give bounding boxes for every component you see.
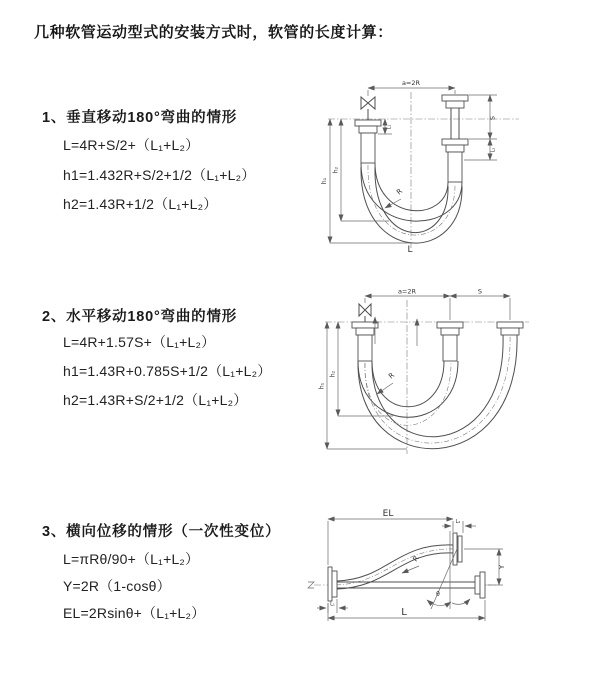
valve-icon (359, 304, 371, 322)
right-flange-fittings (442, 95, 468, 182)
radius-label: R (387, 371, 397, 381)
vertical-bend-diagram (315, 75, 530, 255)
dim-l1-label: L₁ (386, 124, 393, 130)
radius-label: R (395, 187, 405, 197)
straight-pipe-original (337, 572, 485, 598)
section-3-heading: 3、横向位移的情形（一次性变位） (42, 524, 281, 540)
section-3-formula-EL: EL=2Rsinθ+（L₁+L₂） (63, 605, 206, 621)
dim-l1-label: L₁ (330, 601, 335, 608)
page-title: 几种软管运动型式的安装方式时，软管的长度计算： (34, 24, 393, 41)
section-2-formula-h1: h1=1.43R+0.785S+1/2（L₁+L₂） (63, 363, 272, 379)
section-2-heading: 2、水平移动180°弯曲的情形 (42, 309, 238, 325)
middle-flange-fitting (437, 322, 463, 361)
dim-el-label: EL (382, 509, 394, 519)
dim-h2-label: h₂ (329, 370, 337, 378)
dim-h1-label: h₁ (321, 177, 328, 185)
dim-l2-label: L₂ (455, 519, 461, 525)
u-bend-curves (361, 163, 462, 243)
u-bend-curves (358, 335, 517, 449)
section-2-formula-h2: h2=1.43R+S/2+1/2（L₁+L₂） (63, 392, 248, 408)
movement-arrows (375, 317, 417, 346)
section-1-heading: 1、垂直移动180°弯曲的情形 (42, 110, 238, 126)
angle-theta-label: θ (436, 591, 440, 598)
dim-span-label: a=2R (401, 79, 421, 87)
valve-icon (361, 97, 375, 120)
dim-h1-label: h₁ (318, 382, 326, 390)
length-label: L (401, 607, 407, 618)
dim-s-label: S (488, 115, 497, 121)
centerline-mark (308, 582, 314, 588)
left-flange-fitting (328, 567, 337, 601)
hose-body (328, 531, 485, 609)
right-flange-fitting (453, 533, 462, 565)
right-flange-fitting (497, 322, 523, 335)
dim-s-label: S (477, 287, 483, 296)
section-2-formula-L: L=4R+1.57S+（L₁+L₂） (63, 334, 216, 350)
horizontal-bend-diagram (313, 286, 538, 461)
dim-y-label: Y (498, 564, 506, 570)
section-3-formula-Y: Y=2R（1-cosθ） (63, 578, 171, 594)
radius-label: R (411, 554, 421, 564)
dim-h2-label: h₂ (332, 166, 340, 174)
lateral-shift-diagram (300, 505, 570, 643)
dim-l2-label: L₂ (490, 147, 497, 153)
dimensions (321, 79, 497, 255)
dimensions (317, 509, 506, 621)
section-1-formula-L: L=4R+S/2+（L₁+L₂） (63, 137, 200, 153)
left-flange-fitting (352, 322, 378, 361)
length-label: L (407, 245, 413, 255)
section-1-formula-h2: h2=1.43R+1/2（L₁+L₂） (63, 196, 218, 212)
dim-span-label: a=2R (397, 287, 417, 296)
section-1-formula-h1: h1=1.432R+S/2+1/2（L₁+L₂） (63, 167, 256, 183)
section-3-formula-L: L=πRθ/90+（L₁+L₂） (63, 551, 200, 567)
hose-body (352, 304, 523, 449)
left-flange-fitting (355, 120, 381, 163)
